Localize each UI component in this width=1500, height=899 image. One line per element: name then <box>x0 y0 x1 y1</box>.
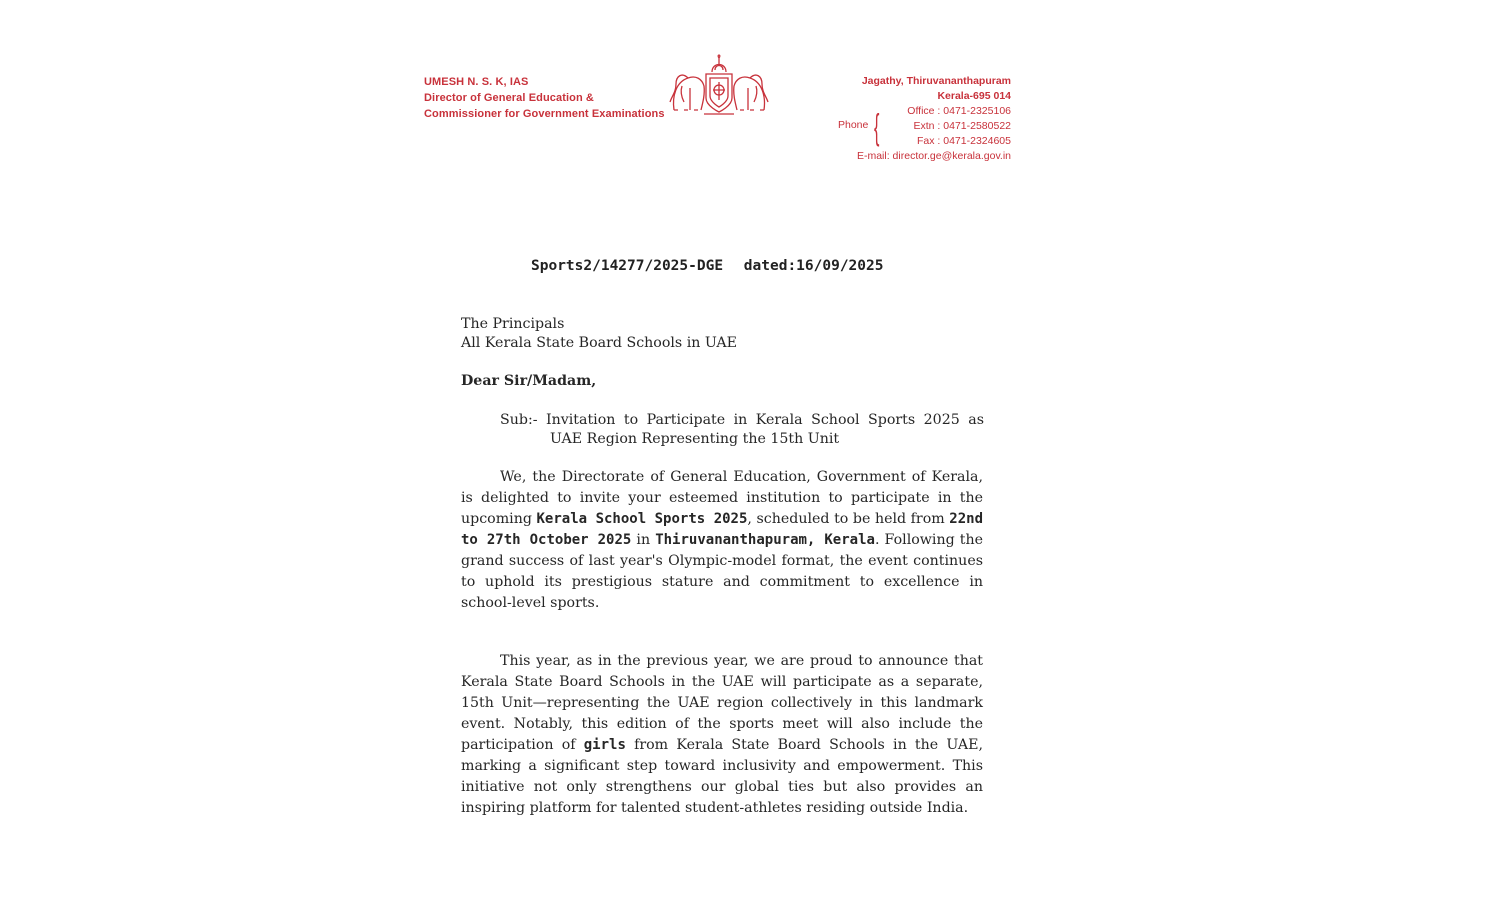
reference-number: Sports2/14277/2025-DGE <box>531 258 724 274</box>
officer-title: Director of General Education & <box>424 92 594 104</box>
letterhead-contact-block <box>800 74 1011 164</box>
reference-date: dated:16/09/2025 <box>743 258 884 274</box>
paragraph-2-text-b: from Kerala State Board Schools in the UAE, marking a significant step toward inclusivity and empowerment. This initiative not only strengthens our global ties but also provides an inspiring platform for talented student-athletes residing outside India. <box>461 737 983 816</box>
event-venue: Thiruvananthapuram, Kerala <box>655 532 875 548</box>
paragraph-1 <box>461 467 983 614</box>
paragraph-2-text-a: This year, as in the previous year, we are proud to announce that Kerala State Board Schools in the UAE will participate as a separate, 15th Unit—representing the UAE region collectively in this landmark event. Notably, this edition of the sports meet will also include the participation of <box>461 653 983 753</box>
addressee-line-1: The Principals <box>461 316 565 332</box>
addressee-block <box>461 315 983 353</box>
letterhead-officer-block <box>424 74 665 122</box>
paragraph-1-text-d: . Following the grand success of last year's Olympic-model format, the event continues to uphold its prestigious stature and commitment to excellence in school-level sports. <box>461 532 983 611</box>
addressee-line-2: All Kerala State Board Schools in UAE <box>461 335 737 351</box>
paragraph-1-text-b: , scheduled to be held from <box>747 511 950 527</box>
paragraph-2 <box>461 651 983 819</box>
email-line: E-mail: director.ge@kerala.gov.in <box>856 150 1011 162</box>
reference-line <box>531 258 883 274</box>
subject-line-2: UAE Region Representing the 15th Unit <box>550 431 840 447</box>
extn-phone: Extn : 0471-2580522 <box>913 120 1011 132</box>
kerala-state-emblem-icon <box>668 52 770 118</box>
fax-number: Fax : 0471-2324605 <box>917 135 1011 147</box>
subject-block <box>500 411 984 449</box>
phone-numbers <box>907 104 1011 149</box>
event-name: Kerala School Sports 2025 <box>536 511 748 527</box>
phone-block <box>800 104 1011 149</box>
paragraph-1-text-a: We, the Directorate of General Education, Government of Kerala, is delighted to invite your esteemed institution to participate in the upcoming <box>461 469 983 527</box>
event-dates: 22nd to 27th October 2025 <box>461 511 983 548</box>
brace-icon: { <box>874 106 880 147</box>
subject-line-1: Sub:- Invitation to Participate in Kerala School Sports 2025 as <box>500 412 984 428</box>
officer-name: UMESH N. S. K, IAS <box>424 76 529 88</box>
officer-title-2: Commissioner for Government Examinations <box>424 108 665 120</box>
salutation: Dear Sir/Madam, <box>461 373 597 389</box>
office-address-line-1: Jagathy, Thiruvananthapuram <box>861 75 1011 87</box>
girls-emphasis: girls <box>583 737 626 753</box>
office-address-line-2: Kerala-695 014 <box>937 90 1011 102</box>
phone-label: Phone <box>838 119 869 131</box>
paragraph-1-text-c: in <box>631 532 656 548</box>
office-phone: Office : 0471-2325106 <box>907 105 1011 117</box>
